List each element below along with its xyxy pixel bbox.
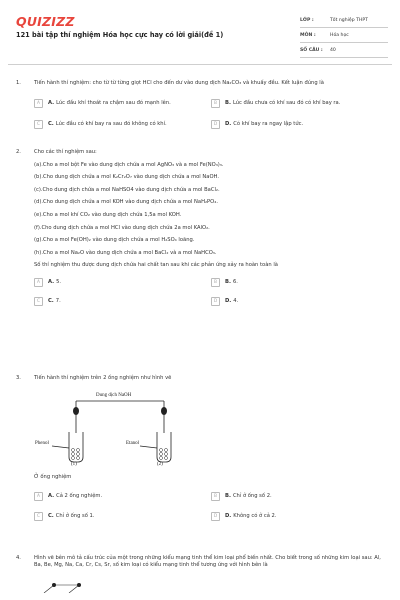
meta-value: Tốt nghiệp THPT (330, 17, 368, 23)
meta-row-class (300, 13, 388, 28)
dropper-1-bulb (73, 407, 79, 415)
pointer-ethanol (140, 446, 157, 448)
lattice-atom (52, 583, 56, 587)
option-box[interactable]: D (211, 297, 220, 306)
figure-label-naoh: Dung dịch NaOH (96, 393, 132, 399)
question-1 (16, 80, 388, 132)
experiment-item: (e).Cho a mol khí CO₂ vào dung dịch chứa 1,5a mol KOH. (34, 211, 182, 218)
option-box[interactable]: D (211, 512, 220, 521)
meta-key: LỚP : (300, 17, 314, 23)
test-tube-1 (69, 432, 83, 462)
question-number: 4. (16, 555, 21, 561)
liquid-bubble (72, 453, 75, 456)
option-box[interactable]: D (211, 120, 220, 129)
question-2 (16, 149, 388, 309)
option-d[interactable]: D D. Không có ở cả 2. (211, 509, 388, 524)
meta-value: 40 (330, 47, 336, 53)
option-box[interactable]: A (34, 278, 43, 287)
crystal-lattice-figure (34, 573, 94, 593)
quizizz-logo: QUIZIZZ (16, 14, 75, 29)
figure-label-ethanol: Etanol (126, 441, 140, 447)
answer-options (34, 275, 388, 309)
question-text: Tiến hành thí nghiệm trên 2 ống nghiệm như hình vẽ (34, 375, 172, 381)
option-b[interactable]: B B. Chỉ ở ống số 2. (211, 489, 388, 504)
liquid-bubble (77, 449, 80, 452)
option-box[interactable]: C (34, 297, 43, 306)
option-box[interactable]: C (34, 120, 43, 129)
liquid-bubble (72, 449, 75, 452)
liquid-bubble (77, 453, 80, 456)
liquid-bubble (77, 457, 80, 460)
option-box[interactable]: B (211, 278, 220, 287)
option-d[interactable]: D D. 4. (211, 294, 388, 309)
experiment-item: (h).Cho a mol Na₂O vào dung dịch chứa a mol BaCl₂ và a mol NaHCO₃. (34, 249, 217, 256)
option-c[interactable]: C C. Chỉ ở ống số 1. (34, 509, 211, 524)
experiment-item: (f).Cho dung dịch chứa a mol HCl vào dung dịch chứa 2a mol KAlO₂. (34, 224, 210, 231)
experiment-item: (d).Cho dung dịch chứa a mol KOH vào dung dịch chứa a mol NaH₂PO₄. (34, 199, 218, 206)
experiment-item: (g).Cho a mol Fe(OH)₂ vào dung dịch chứa a mol H₂SO₄ loãng. (34, 237, 195, 244)
experiment-item: (a).Cho a mol bột Fe vào dung dịch chứa a mol AgNO₃ và a mol Fe(NO₃)₃. (34, 161, 224, 168)
question-prompt: Ở ống nghiệm (34, 474, 72, 481)
option-b[interactable]: B B. 6. (211, 275, 388, 290)
test-tube-apparatus-figure (34, 388, 204, 468)
figure-label-tube-2: (2) (157, 462, 163, 468)
question-3 (16, 375, 388, 524)
figure-label-phenol: Phenol (35, 441, 49, 447)
liquid-bubble (165, 457, 168, 460)
option-c[interactable]: C C. 7. (34, 294, 211, 309)
option-box[interactable]: A (34, 99, 43, 108)
question-prompt: Số thí nghiệm thu được dung dịch chứa hai chất tan sau khi các phản ứng xảy ra hoàn toàn là (34, 262, 278, 269)
answer-options (34, 96, 388, 132)
question-text: Hình vẽ bên mô tả cấu trúc của một trong những kiểu mạng tinh thể kim loại phổ biến nhất. Cho biết trong số những kim loại sau: Al, Ba, Be, Mg, Na, Ca, Cr, Cs, Sr, số kim loại có kiểu mạng tinh thể tương ứng với hình bên là (34, 555, 381, 569)
pointer-phenol (52, 446, 69, 448)
dropper-2-bulb (161, 407, 167, 415)
option-a[interactable]: A A. Cả 2 ống nghiệm. (34, 489, 211, 504)
liquid-bubble (72, 457, 75, 460)
test-tube-2 (157, 432, 171, 462)
liquid-bubble (160, 453, 163, 456)
liquid-bubble (160, 449, 163, 452)
lattice-atom (77, 583, 81, 587)
meta-key: MÔN : (300, 32, 316, 38)
question-text: Cho các thí nghiệm sau: (34, 149, 97, 155)
experiment-item: (b).Cho dung dịch chứa a mol K₂Cr₂O₇ vào dung dịch chứa a mol NaOH. (34, 174, 219, 181)
answer-options (34, 489, 388, 524)
liquid-bubble (165, 453, 168, 456)
option-box[interactable]: B (211, 99, 220, 108)
option-box[interactable]: B (211, 492, 220, 501)
option-c[interactable]: C C. Lúc đầu có khí bay ra sau đó không có khí. (34, 117, 211, 132)
liquid-bubble (160, 457, 163, 460)
meta-table (300, 13, 388, 58)
meta-row-question-count (300, 43, 388, 58)
document-title: 121 bài tập thí nghiệm Hóa học cực hay có lời giải(đề 1) (16, 31, 224, 39)
question-number: 3. (16, 375, 21, 381)
question-number: 2. (16, 149, 21, 155)
meta-key: SỐ CÂU : (300, 47, 323, 53)
option-a[interactable]: A A. Lúc đầu khí thoát ra chậm sau đó mạnh lên. (34, 96, 211, 111)
meta-value: Hóa học (330, 32, 349, 38)
option-a[interactable]: A A. 5. (34, 275, 211, 290)
liquid-bubble (165, 449, 168, 452)
experiment-item: (c).Cho dung dịch chứa a mol NaHSO4 vào dung dịch chứa a mol BaCl₂. (34, 186, 220, 193)
option-d[interactable]: D D. Có khí bay ra ngay lập tức. (211, 117, 388, 132)
question-number: 1. (16, 80, 21, 86)
figure-label-tube-1: (1) (71, 462, 77, 468)
option-box[interactable]: A (34, 492, 43, 501)
question-text: Tiến hành thí nghiệm: cho từ từ từng giọt HCl cho đến dư vào dung dịch Na₂CO₃ và khuấy đều. Kết luận đúng là (34, 80, 324, 86)
meta-row-subject (300, 28, 388, 43)
question-4 (16, 555, 388, 597)
option-box[interactable]: C (34, 512, 43, 521)
header-divider (8, 64, 392, 65)
option-b[interactable]: B B. Lúc đầu chưa có khí sau đó có khí bay ra. (211, 96, 388, 111)
